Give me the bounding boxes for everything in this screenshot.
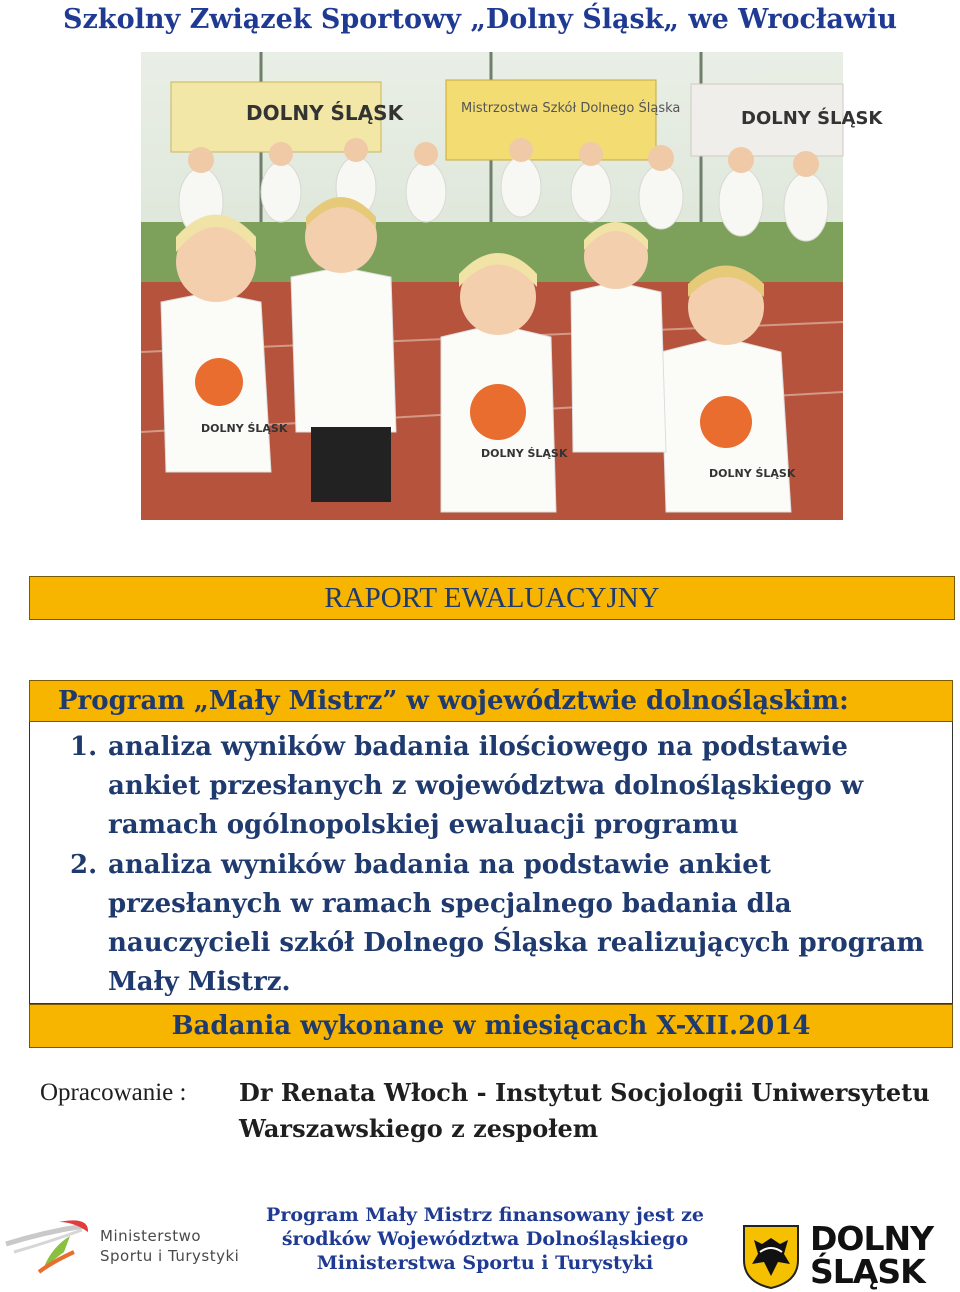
research-dates: Badania wykonane w miesiącach X-XII.2014 xyxy=(171,1011,811,1041)
list-item-2 xyxy=(70,846,940,1002)
report-title-bar xyxy=(29,576,955,620)
list-item-1 xyxy=(70,728,940,845)
funding-notice xyxy=(250,1203,720,1275)
ministry-name xyxy=(100,1226,239,1266)
ministry-name-line1: Ministerstwo xyxy=(100,1227,202,1245)
cover-photo-children-exercising xyxy=(141,52,883,520)
banner-text-right: DOLNY ŚLĄSK xyxy=(741,108,883,129)
prepared-by-author: Dr Renata Włoch - Instytut Socjologii Uniwersytetu Warszawskiego z zespołem xyxy=(239,1078,930,1143)
ministry-name-line2: Sportu i Turystyki xyxy=(100,1247,240,1265)
banner-text-left: DOLNY ŚLĄSK xyxy=(246,101,404,125)
funding-line-1: Program Mały Mistrz finansowany jest ze xyxy=(266,1204,704,1226)
analysis-list xyxy=(29,722,953,1004)
prepared-by-label: Opracowanie : xyxy=(40,1079,187,1106)
list-item-number: 1. xyxy=(70,732,98,762)
dolny-slask-crest-icon xyxy=(742,1224,800,1290)
svg-text:DOLNY ŚLĄSK: DOLNY ŚLĄSK xyxy=(709,467,796,480)
banner-text-mid: Mistrzostwa Szkół Dolnego Śląska xyxy=(461,101,681,116)
report-title: RAPORT EWALUACYJNY xyxy=(324,581,660,614)
list-item-text: analiza wyników badania na podstawie ankiet przesłanych w ramach specjalnego badania dla nauczycieli szkół Dolnego Śląska realizujących program Mały Mistrz. xyxy=(108,850,925,997)
banner-mid xyxy=(446,80,656,160)
program-heading: Program „Mały Mistrz” w województwie dolnośląskim: xyxy=(58,686,849,716)
dolny-slask-line2: ŚLĄSK xyxy=(810,1252,925,1291)
list-item-number: 2. xyxy=(70,850,98,880)
program-heading-bar xyxy=(29,680,953,722)
svg-text:DOLNY ŚLĄSK: DOLNY ŚLĄSK xyxy=(201,422,288,435)
dolny-slask-wordmark xyxy=(810,1219,933,1291)
research-dates-bar xyxy=(29,1004,953,1048)
page-header-title: Szkolny Związek Sportowy „Dolny Śląsk„ we Wrocławiu xyxy=(63,4,897,35)
funding-line-3: Ministerstwa Sportu i Turystyki xyxy=(316,1252,654,1274)
funding-line-2: środków Województwa Dolnośląskiego xyxy=(281,1228,689,1250)
dolny-slask-line1: DOLNY xyxy=(810,1219,933,1258)
list-item-text: analiza wyników badania ilościowego na podstawie ankiet przesłanych z województwa dolnośląskiego w ramach ogólnopolskiej ewaluacji programu xyxy=(108,732,864,840)
svg-text:DOLNY ŚLĄSK: DOLNY ŚLĄSK xyxy=(481,447,568,460)
